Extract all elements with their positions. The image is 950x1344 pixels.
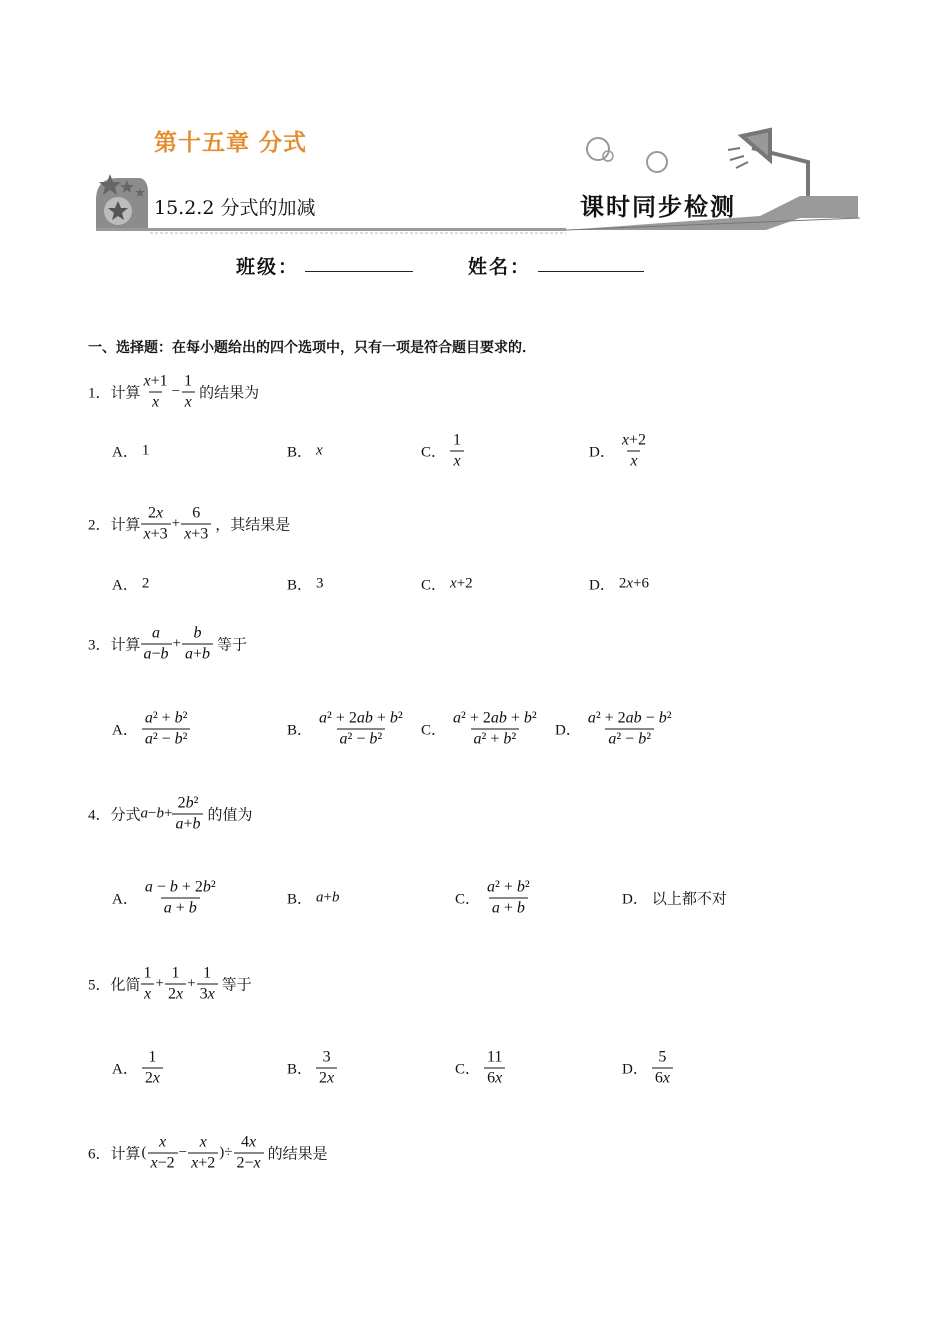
question-label: 3．计算: [88, 637, 141, 654]
lesson-title: 15.2.2 分式的加减: [154, 197, 316, 219]
operator: )÷: [219, 1144, 233, 1161]
option-text: 2x+6: [618, 575, 649, 592]
denominator: x: [450, 451, 463, 472]
name-field[interactable]: [538, 271, 644, 272]
option-label: B．: [287, 891, 313, 908]
expression-fraction: [165, 964, 186, 1005]
denominator: 6x: [484, 1068, 505, 1089]
option-label: A．: [112, 1061, 138, 1078]
numerator: a − b + 2b²: [144, 878, 216, 896]
option-c[interactable]: [421, 709, 540, 750]
denominator: x+3: [141, 524, 171, 545]
option-text: x: [316, 442, 323, 459]
option-text: 3: [316, 575, 324, 592]
denominator: 2x: [142, 1068, 163, 1089]
numerator: x+1: [143, 372, 168, 390]
numerator: a: [152, 624, 161, 642]
numerator: 1: [203, 964, 212, 982]
numerator: a² + b²: [487, 878, 530, 896]
option-fraction: [316, 709, 406, 750]
option-fraction: [652, 1048, 673, 1089]
operator: −: [171, 383, 181, 400]
option-b[interactable]: [287, 888, 339, 909]
badge-title: 课时同步检测: [580, 192, 736, 221]
option-text: x+2: [450, 575, 473, 592]
numerator: x: [199, 1133, 207, 1151]
option-d[interactable]: [555, 709, 675, 750]
question-label: 1．计算: [88, 385, 141, 402]
denominator: 3x: [197, 984, 218, 1005]
numerator: a² + 2ab − b²: [587, 709, 672, 727]
option-label: B．: [287, 722, 313, 739]
expression-fraction: [141, 504, 171, 545]
denominator: x: [182, 392, 195, 413]
option-b[interactable]: [287, 574, 324, 595]
option-fraction: [142, 878, 219, 919]
option-label: A．: [112, 577, 138, 594]
question-suffix: ，其结果是: [215, 517, 291, 534]
numerator: 3: [322, 1048, 331, 1066]
question-5: [88, 964, 252, 1005]
denominator: a+b: [182, 644, 213, 665]
option-label: C．: [421, 444, 447, 461]
option-text: a+b: [316, 889, 340, 906]
numerator: 1: [184, 372, 193, 390]
option-a[interactable]: [112, 441, 149, 462]
numerator: 1: [148, 1048, 157, 1066]
question-label: 4．分式: [88, 807, 141, 824]
header-decoration: [0, 0, 950, 250]
option-label: D．: [622, 1061, 648, 1078]
operator: +: [155, 975, 164, 992]
option-label: B．: [287, 577, 313, 594]
question-label: 5．化简: [88, 977, 141, 994]
question-label: 6．计算: [88, 1146, 141, 1163]
question-4: [88, 794, 253, 835]
option-label: A．: [112, 722, 138, 739]
operator: (: [141, 1144, 147, 1161]
expression-fraction: [234, 1133, 264, 1174]
option-label: B．: [287, 444, 313, 461]
numerator: x: [159, 1133, 167, 1151]
option-a[interactable]: [112, 574, 149, 595]
option-label: D．: [555, 722, 581, 739]
option-text: 以上都不对: [651, 891, 727, 908]
operator: −: [178, 1144, 188, 1161]
denominator: a² − b²: [605, 729, 654, 750]
numerator: 1: [143, 964, 152, 982]
option-fraction: [450, 431, 464, 472]
denominator: x+2: [188, 1153, 218, 1174]
denominator: x: [627, 451, 640, 472]
question-1: [88, 372, 259, 413]
numerator: 2x: [148, 504, 164, 522]
option-b[interactable]: [287, 1048, 337, 1089]
option-fraction: [316, 1048, 337, 1089]
option-a[interactable]: [112, 1048, 163, 1089]
denominator: 2x: [316, 1068, 337, 1089]
expression-fraction: [188, 1133, 218, 1174]
option-fraction: [450, 709, 540, 750]
option-c[interactable]: [421, 574, 473, 595]
option-fraction: [484, 878, 533, 919]
question-suffix: 的值为: [207, 807, 253, 824]
class-label: 班级：: [236, 256, 300, 278]
numerator: 1: [453, 431, 462, 449]
option-fraction: [142, 1048, 163, 1089]
denominator: x: [149, 392, 162, 413]
denominator: x−2: [148, 1153, 178, 1174]
numerator: a² + 2ab + b²: [453, 709, 537, 727]
numerator: 2b²: [177, 794, 199, 812]
option-d[interactable]: [622, 1048, 673, 1089]
expression-fraction: [141, 624, 172, 665]
option-label: C．: [421, 577, 447, 594]
option-label: C．: [421, 722, 447, 739]
denominator: 6x: [652, 1068, 673, 1089]
option-d[interactable]: [589, 431, 649, 472]
question-suffix: 等于: [217, 637, 248, 654]
question-6: [88, 1133, 328, 1174]
denominator: a² − b²: [142, 729, 191, 750]
expression-prefix: a−b+: [140, 805, 173, 822]
expression-fraction: [197, 964, 218, 1005]
denominator: a + b: [161, 898, 200, 919]
question-suffix: 等于: [221, 977, 252, 994]
option-label: C．: [455, 891, 481, 908]
chapter-title: 第十五章 分式: [154, 130, 308, 156]
numerator: 1: [171, 964, 180, 982]
option-c[interactable]: [455, 1048, 505, 1089]
denominator: a + b: [489, 898, 528, 919]
denominator: 2x: [165, 984, 186, 1005]
option-label: C．: [455, 1061, 481, 1078]
denominator: a+b: [172, 814, 203, 835]
question-suffix: 的结果是: [267, 1146, 328, 1163]
question-suffix: 的结果为: [199, 385, 260, 402]
option-label: D．: [589, 444, 615, 461]
operator: +: [187, 975, 196, 992]
numerator: 11: [487, 1048, 503, 1066]
option-text: 1: [141, 442, 150, 459]
expression-fraction: [148, 1133, 178, 1174]
question-label: 2．计算: [88, 517, 141, 534]
numerator: a² + 2ab + b²: [319, 709, 403, 727]
section-title: 一、选择题：在每小题给出的四个选项中，只有一项是符合题目要求的．: [88, 340, 536, 356]
option-a[interactable]: [112, 709, 190, 750]
option-label: A．: [112, 444, 138, 461]
option-fraction: [142, 709, 191, 750]
option-a[interactable]: [112, 878, 219, 919]
option-b[interactable]: [287, 709, 406, 750]
denominator: a² − b²: [337, 729, 386, 750]
option-label: A．: [112, 891, 138, 908]
option-label: D．: [622, 891, 648, 908]
option-fraction: [619, 431, 649, 472]
question-2: [88, 504, 290, 545]
desk-lamp-icon: [728, 130, 808, 200]
name-label: 姓名：: [468, 256, 532, 278]
option-fraction: [484, 1048, 505, 1089]
expression-fraction: [182, 624, 213, 665]
option-text: 2: [141, 575, 150, 592]
question-3: [88, 624, 247, 665]
operator: +: [172, 635, 182, 652]
option-fraction: [585, 709, 675, 750]
expression-fraction: [141, 964, 155, 1005]
denominator: a² + b²: [471, 729, 520, 750]
numerator: 4x: [241, 1133, 257, 1151]
numerator: x+2: [621, 431, 646, 449]
option-label: B．: [287, 1061, 313, 1078]
numerator: a² + b²: [144, 709, 188, 727]
denominator: 2−x: [234, 1153, 264, 1174]
denominator: a−b: [141, 644, 172, 665]
denominator: x+3: [181, 524, 211, 545]
expression-fraction: [141, 372, 171, 413]
expression-fraction: [172, 794, 203, 835]
option-d[interactable]: [622, 888, 727, 909]
bubble-mid: [647, 152, 667, 172]
expression-fraction: [181, 372, 195, 413]
option-c[interactable]: [421, 431, 464, 472]
option-label: D．: [589, 577, 615, 594]
option-d[interactable]: [589, 574, 649, 595]
bubble-large: [587, 138, 609, 160]
operator: +: [171, 515, 181, 532]
option-c[interactable]: [455, 878, 533, 919]
numerator: b: [193, 624, 202, 642]
option-b[interactable]: [287, 441, 323, 462]
numerator: 6: [192, 504, 201, 522]
expression-fraction: [181, 504, 211, 545]
class-field[interactable]: [305, 271, 413, 272]
denominator: x: [141, 984, 154, 1005]
numerator: 5: [658, 1048, 667, 1066]
